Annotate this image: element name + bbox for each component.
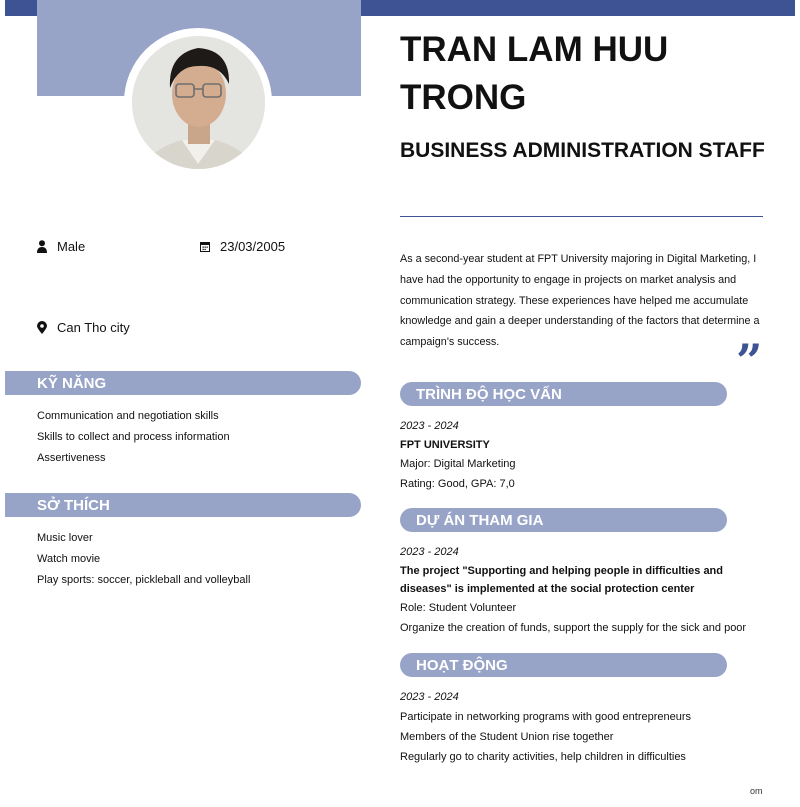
list-item: Watch movie — [37, 552, 101, 565]
list-item: Play sports: soccer, pickleball and volleyball — [37, 573, 251, 586]
header-divider — [400, 216, 763, 217]
education-major: Major: Digital Marketing — [400, 458, 516, 470]
job-title: BUSINESS ADMINISTRATION STAFF — [400, 139, 765, 162]
list-item: Regularly go to charity activities, help children in difficulties — [400, 751, 686, 763]
hobbies-list — [37, 528, 250, 590]
education-heading: TRÌNH ĐỘ HỌC VẤN — [400, 382, 727, 406]
activities-period: 2023 - 2024 — [400, 691, 459, 703]
activities-heading: HOẠT ĐỘNG — [400, 653, 727, 677]
list-item: Communication and negotiation skills — [37, 410, 219, 422]
skills-list — [37, 406, 230, 468]
education-period: 2023 - 2024 — [400, 420, 459, 432]
candidate-name: TRAN LAM HUU TRONG — [400, 30, 669, 117]
projects-heading: DỰ ÁN THAM GIA — [400, 508, 727, 532]
education-block — [400, 416, 770, 494]
list-item: Assertiveness — [37, 451, 106, 464]
birthdate-row — [200, 239, 285, 254]
gender-row — [37, 239, 85, 254]
location-row — [37, 320, 130, 335]
gender-value: Male — [57, 239, 86, 254]
avatar-portrait — [132, 36, 265, 169]
activities-block — [400, 687, 770, 767]
list-item: Music lover — [37, 532, 93, 544]
skills-heading: KỸ NĂNG — [5, 371, 361, 395]
education-school: FPT UNIVERSITY — [400, 439, 490, 451]
project-period: 2023 - 2024 — [400, 546, 459, 558]
footer-watermark: om — [750, 786, 763, 796]
hobbies-heading: SỞ THÍCH — [5, 493, 361, 517]
profile-summary: As a second-year student at FPT University majoring in Digital Marketing, I have had the opportunity to engage in projects on market analysis and communication strategy. These experiences have helped me accumulate knowledge and gain a deeper understanding of the factors that determine a campaign's success. — [400, 253, 760, 349]
projects-block — [400, 542, 766, 638]
location-value: Can Tho city — [57, 320, 130, 335]
avatar — [132, 36, 265, 169]
list-item: Participate in networking programs with good entrepreneurs — [400, 711, 692, 723]
birthdate-value: 23/03/2005 — [220, 239, 286, 254]
calendar-icon — [200, 241, 210, 252]
person-icon — [37, 240, 47, 253]
list-item: Skills to collect and process information — [37, 430, 230, 443]
location-pin-icon — [37, 321, 47, 334]
project-description: Organize the creation of funds, support the supply for the sick and poor — [400, 622, 747, 634]
quote-icon: ” — [736, 334, 763, 388]
project-name: The project "Supporting and helping people in difficulties and diseases" is implemented at the social protection center — [400, 565, 723, 595]
project-role: Role: Student Volunteer — [400, 602, 517, 614]
education-rating: Rating: Good, GPA: 7,0 — [400, 478, 515, 490]
list-item: Members of the Student Union rise together — [400, 731, 614, 743]
